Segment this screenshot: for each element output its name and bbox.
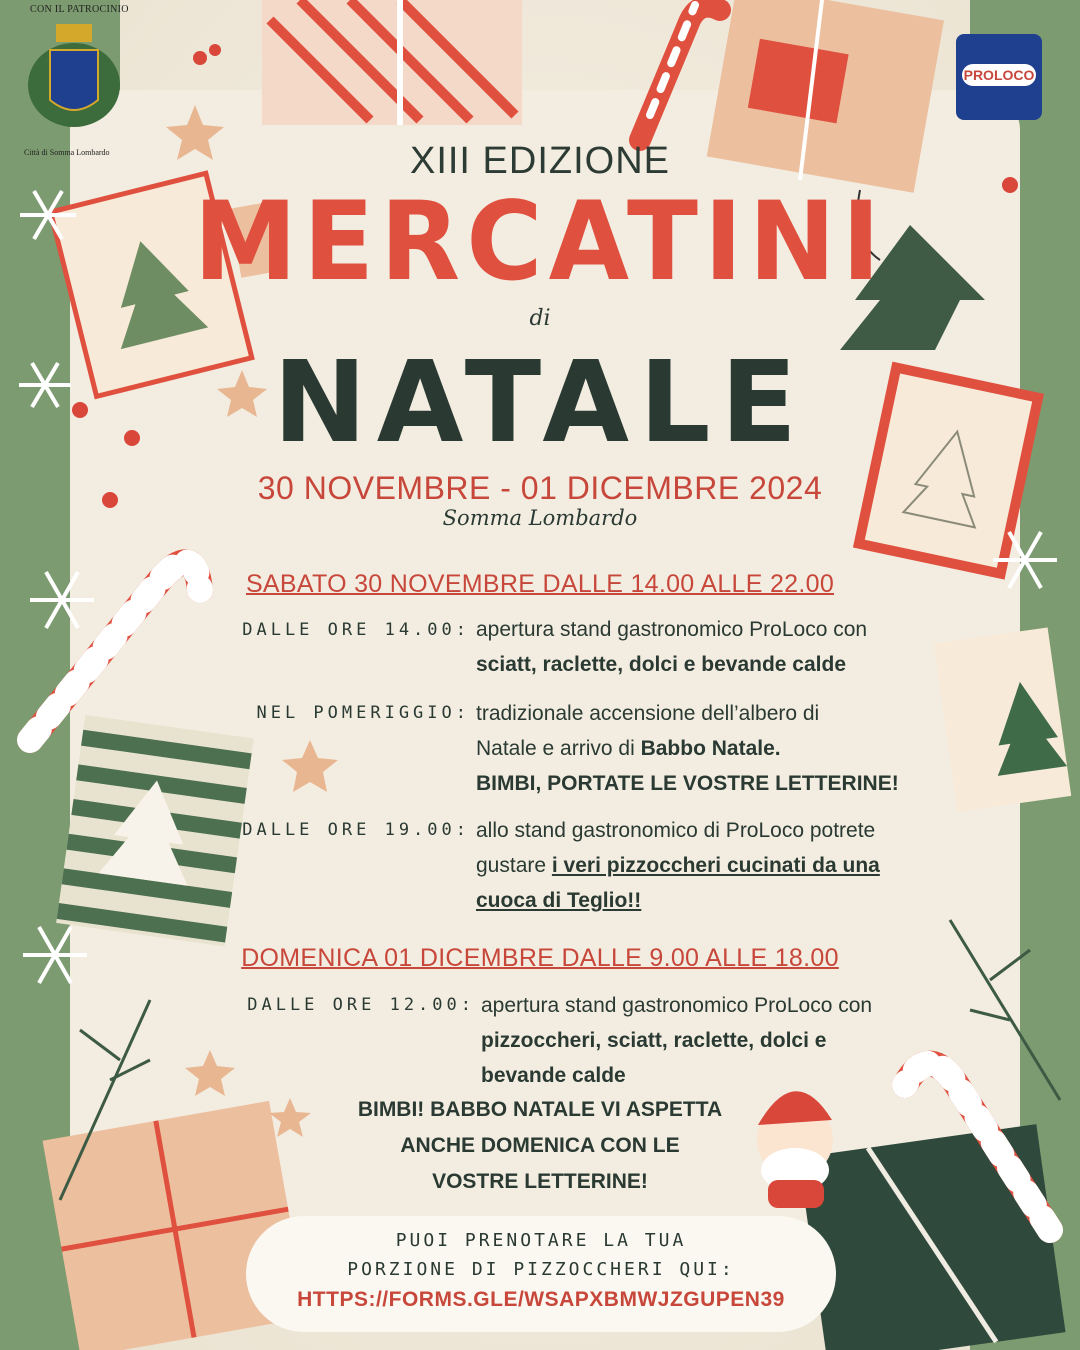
event-line: allo stand gastronomico di ProLoco potrete — [476, 819, 876, 842]
event-time-label: DALLE ORE 12.00: — [247, 995, 475, 1015]
event-time-label: DALLE ORE 19.00: — [242, 820, 470, 840]
booking-link[interactable]: HTTPS://FORMS.GLE/WSAPXBMWJZGUPEN39 — [297, 1288, 785, 1311]
proloco-logo — [956, 34, 1042, 120]
event-description — [476, 696, 976, 801]
kids-notice — [300, 1092, 780, 1200]
edition-label: XIII EDIZIONE — [409, 140, 671, 182]
event-line-bold: BIMBI, PORTATE LE VOSTRE LETTERINE! — [476, 772, 899, 795]
event-description — [476, 612, 976, 682]
event-line-bold: pizzoccheri, sciatt, raclette, dolci e — [481, 1029, 827, 1052]
candy-cane-top-icon — [640, 5, 720, 140]
booking-line: PORZIONE DI PIZZOCCHERI QUI: — [347, 1259, 735, 1280]
kids-notice-line: BIMBI! BABBO NATALE VI ASPETTA — [357, 1098, 723, 1121]
proloco-logo-text: PROLOCO — [962, 64, 1036, 86]
event-line-underlined: cuoca di Teglio!! — [476, 889, 642, 912]
gift-green-bottom-right-icon — [799, 1124, 1066, 1350]
kids-notice-line: ANCHE DOMENICA CON LE — [400, 1134, 680, 1157]
title-di: di — [529, 306, 551, 331]
event-line-bold: sciatt, raclette, dolci e bevande calde — [476, 653, 846, 676]
event-dates: 30 NOVEMBRE - 01 DICEMBRE 2024 — [257, 470, 823, 506]
event-time-label: NEL POMERIGGIO: — [256, 703, 470, 723]
event-line-part: Natale e arrivo di — [476, 737, 641, 760]
sunday-heading: DOMENICA 01 DICEMBRE DALLE 9.00 ALLE 18.00 — [241, 944, 839, 972]
event-line: apertura stand gastronomico ProLoco con — [481, 994, 873, 1017]
title-natale: NATALE — [273, 338, 807, 468]
event-line-bold: bevande calde — [481, 1064, 626, 1087]
event-line — [476, 731, 976, 766]
kids-notice-line: VOSTRE LETTERINE! — [432, 1170, 648, 1193]
event-description — [476, 813, 976, 918]
gift-striped-top-icon — [262, 0, 522, 125]
booking-bubble — [246, 1216, 836, 1332]
event-line-underlined: i veri pizzoccheri cucinati da una — [551, 854, 880, 877]
event-description — [481, 988, 971, 1093]
event-line-bold: Babbo Natale. — [640, 737, 781, 760]
coat-of-arms-icon — [28, 24, 120, 127]
city-name: Città di Somma Lombardo — [24, 148, 110, 157]
event-location: Somma Lombardo — [442, 506, 638, 530]
booking-line: PUOI PRENOTARE LA TUA — [395, 1230, 687, 1251]
saturday-heading: SABATO 30 NOVEMBRE DALLE 14.00 ALLE 22.00 — [245, 570, 835, 598]
event-line-part: gustare — [476, 854, 552, 877]
event-line — [476, 848, 976, 883]
title-mercatini: MERCATINI — [193, 176, 887, 306]
patronage-label: CON IL PATROCINIO — [30, 4, 129, 15]
event-time-label: DALLE ORE 14.00: — [242, 620, 470, 640]
event-line: tradizionale accensione dell’albero di — [476, 702, 820, 725]
event-line: apertura stand gastronomico ProLoco con — [476, 618, 868, 641]
